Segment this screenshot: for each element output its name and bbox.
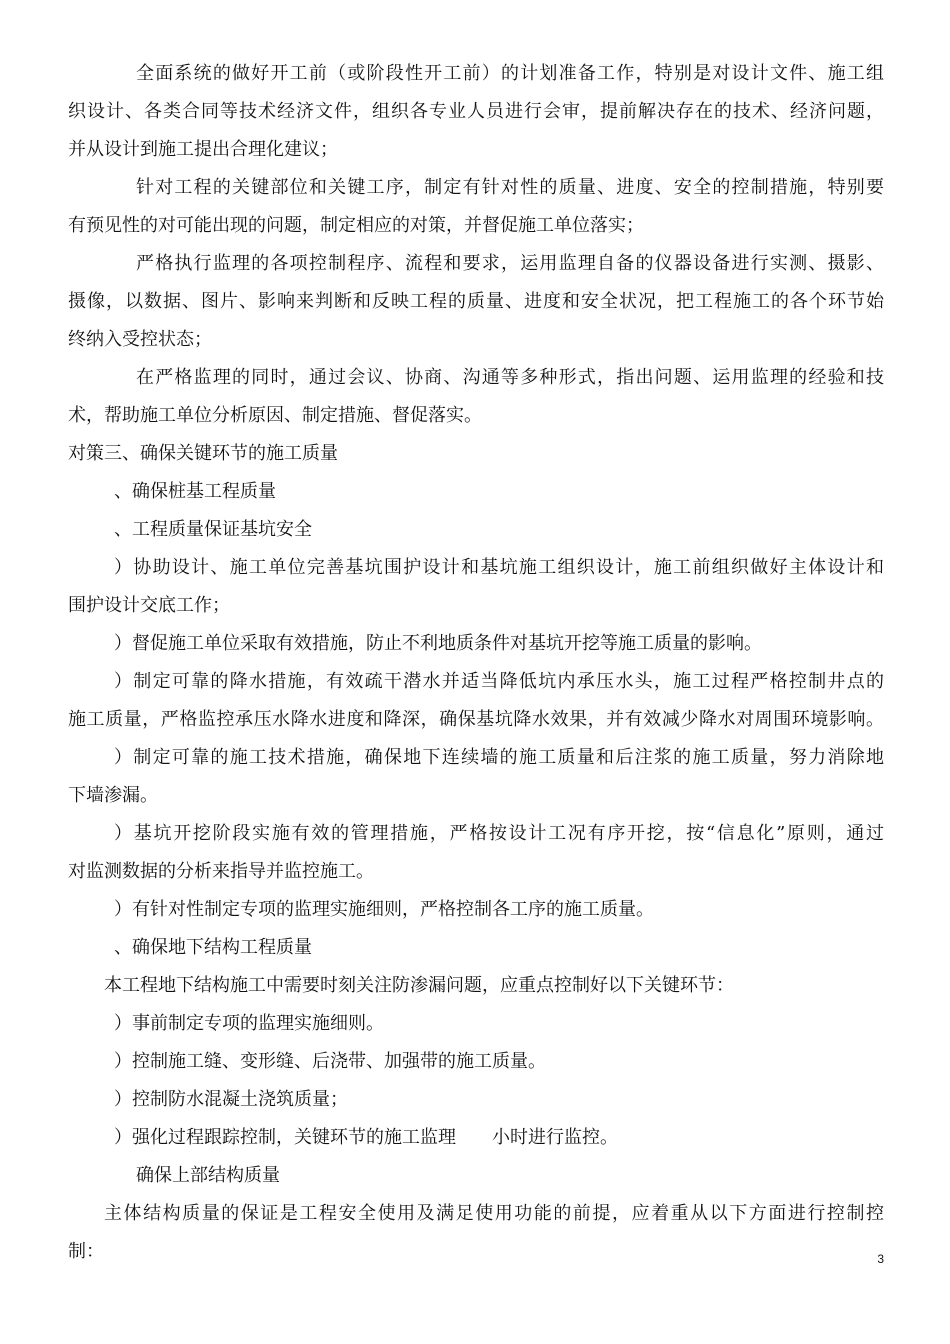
text-line: 对策三、确保关键环节的施工质量 (68, 443, 338, 464)
text-line: 制： (68, 1241, 104, 1262)
text-line: 在严格监理的同时，通过会议、协商、沟通等多种形式，指出问题、运用监理的经验和技 (136, 367, 884, 388)
text-line: 全面系统的做好开工前（或阶段性开工前）的计划准备工作，特别是对设计文件、施工组 (136, 63, 884, 84)
text-line: ）控制施工缝、变形缝、后浇带、加强带的施工质量。 (114, 1051, 546, 1072)
text-line: 、确保桩基工程质量 (114, 481, 276, 502)
text-line: 对监测数据的分析来指导并监控施工。 (68, 861, 374, 882)
text-line: ）控制防水混凝土浇筑质量； (114, 1089, 348, 1110)
text-line: 、确保地下结构工程质量 (114, 937, 312, 958)
text-line: ）事前制定专项的监理实施细则。 (114, 1013, 384, 1034)
page-number: 3 (877, 1252, 884, 1266)
text-line: 确保上部结构质量 (136, 1165, 280, 1186)
text-line: 针对工程的关键部位和关键工序，制定有针对性的质量、进度、安全的控制措施，特别要 (136, 177, 884, 198)
text-line: 严格执行监理的各项控制程序、流程和要求，运用监理自备的仪器设备进行实测、摄影、 (136, 253, 884, 274)
text-line: 围护设计交底工作； (68, 595, 230, 616)
text-line: 织设计、各类合同等技术经济文件，组织各专业人员进行会审，提前解决存在的技术、经济问题， (68, 101, 884, 122)
text-line: 术，帮助施工单位分析原因、制定措施、督促落实。 (68, 405, 482, 426)
text-line: 有预见性的对可能出现的问题，制定相应的对策，并督促施工单位落实； (68, 215, 644, 236)
text-line: ）协助设计、施工单位完善基坑围护设计和基坑施工组织设计，施工前组织做好主体设计和 (114, 557, 884, 578)
text-line: ）督促施工单位采取有效措施，防止不利地质条件对基坑开挖等施工质量的影响。 (114, 633, 762, 654)
text-line: 终纳入受控状态； (68, 329, 212, 350)
text-line: 下墙渗漏。 (68, 785, 158, 806)
text-line: 施工质量，严格监控承压水降水进度和降深，确保基坑降水效果，并有效减少降水对周围环境影响。 (68, 709, 884, 730)
text-line: ）制定可靠的降水措施，有效疏干潜水并适当降低坑内承压水头，施工过程严格控制井点的 (114, 671, 884, 692)
text-line: ）有针对性制定专项的监理实施细则，严格控制各工序的施工质量。 (114, 899, 654, 920)
text-line: 、工程质量保证基坑安全 (114, 519, 312, 540)
text-line: 摄像，以数据、图片、影响来判断和反映工程的质量、进度和安全状况，把工程施工的各个环节始 (68, 291, 884, 312)
text-line: ）基坑开挖阶段实施有效的管理措施，严格按设计工况有序开挖，按“信息化”原则，通过 (114, 823, 884, 844)
text-line: 并从设计到施工提出合理化建议； (68, 139, 338, 160)
text-line: ）制定可靠的施工技术措施，确保地下连续墙的施工质量和后注浆的施工质量，努力消除地 (114, 747, 884, 768)
text-line: 主体结构质量的保证是工程安全使用及满足使用功能的前提，应着重从以下方面进行控制控 (104, 1203, 884, 1224)
text-line: ）强化过程跟踪控制，关键环节的施工监理 小时进行监控。 (114, 1127, 618, 1148)
text-line: 本工程地下结构施工中需要时刻关注防渗漏问题，应重点控制好以下关键环节： (104, 975, 734, 996)
